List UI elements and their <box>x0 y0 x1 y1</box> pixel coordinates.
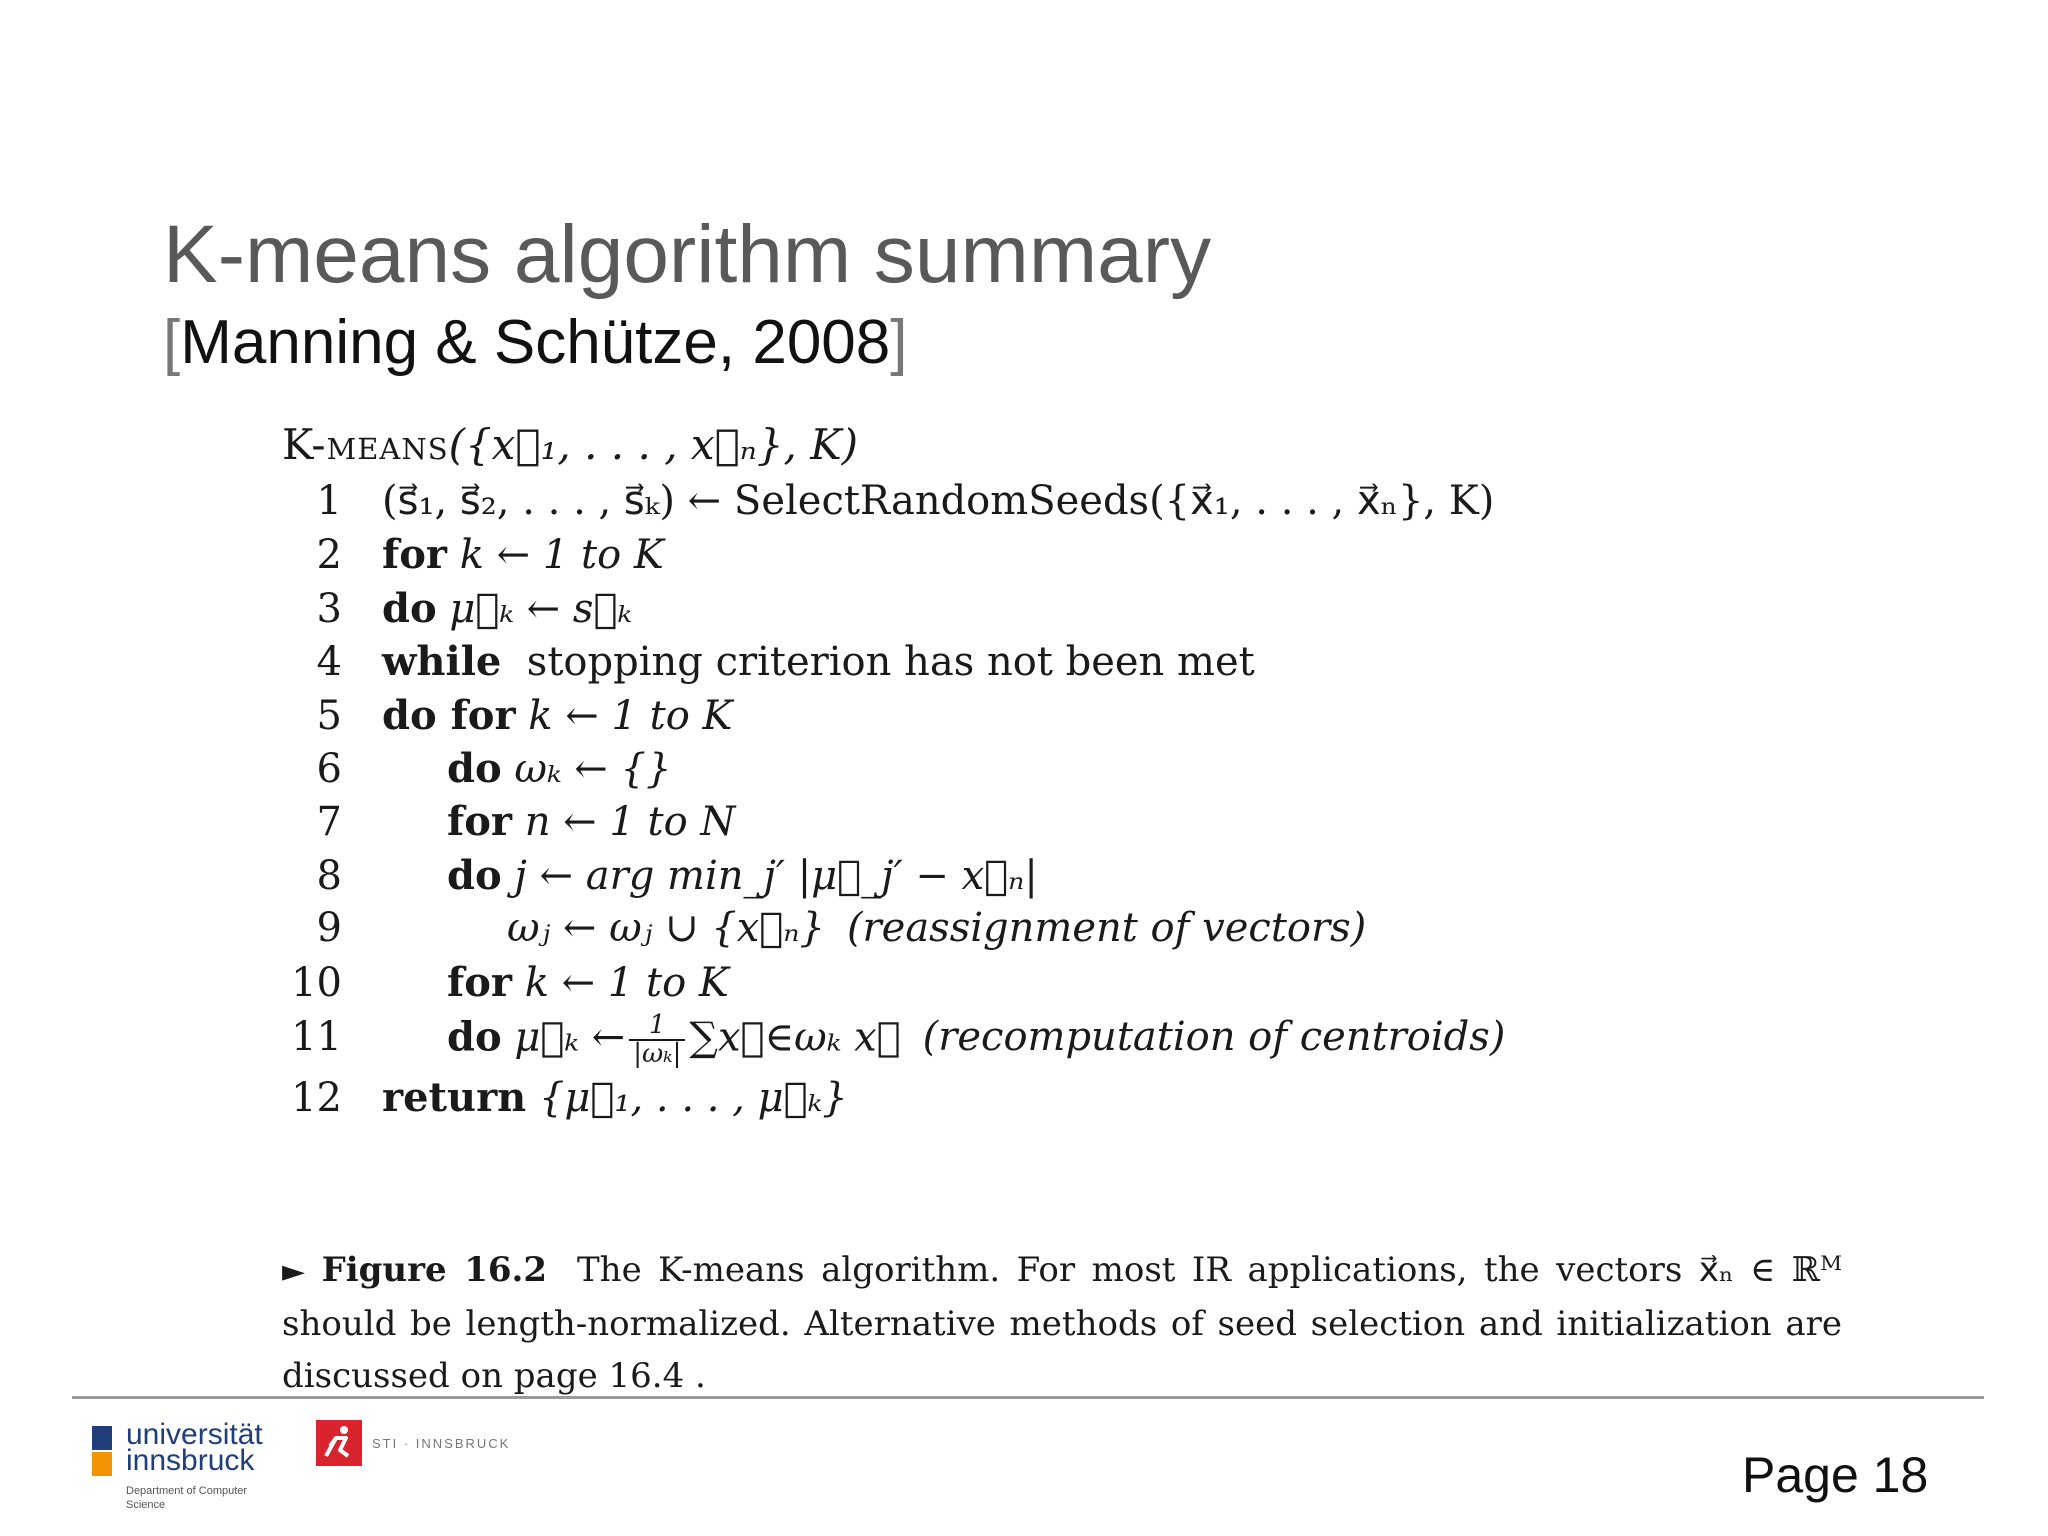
algorithm-line <box>282 585 1562 638</box>
keyword: do <box>447 851 502 899</box>
algorithm-header <box>282 420 1562 469</box>
line-code <box>407 959 729 1006</box>
line-number: 1 <box>316 478 342 524</box>
algorithm-args: ({x⃗₁, . . . , x⃗ₙ}, K) <box>448 420 859 469</box>
line-number: 10 <box>291 959 342 1006</box>
algorithm-name: K-means <box>282 420 449 469</box>
bracket-close: ] <box>890 308 908 377</box>
university-name-line2: innsbruck <box>126 1444 255 1477</box>
keyword: for <box>447 798 512 846</box>
keyword: do <box>382 584 437 632</box>
statement: k ← 1 to K <box>528 692 733 739</box>
line-code <box>407 852 1038 899</box>
bracket-open: [ <box>163 308 181 377</box>
line-code <box>407 1009 1506 1070</box>
university-logo <box>92 1418 292 1518</box>
statement: μ⃗ₖ ← s⃗ₖ <box>449 585 633 632</box>
line-number: 4 <box>316 639 342 686</box>
line-code <box>342 531 664 578</box>
algorithm-line <box>282 692 1562 745</box>
line-code <box>342 585 632 632</box>
university-name-line1: universität <box>126 1418 263 1451</box>
algorithm-line <box>282 638 1562 691</box>
line-number: 3 <box>316 585 342 632</box>
algorithm-line <box>282 959 1562 1012</box>
line-code <box>342 638 1255 685</box>
keyword: do <box>447 744 502 792</box>
keyword: do for <box>382 691 516 739</box>
line-code <box>467 905 1366 951</box>
page-number: Page 18 <box>1742 1447 1929 1503</box>
fraction-denominator: |ωₖ| <box>633 1039 682 1070</box>
statement: stopping criterion has not been met <box>526 639 1255 686</box>
line-number: 6 <box>316 745 342 792</box>
line-number: 7 <box>316 799 342 846</box>
algorithm-line <box>282 798 1562 851</box>
line-code <box>342 1074 848 1121</box>
fraction <box>629 1009 685 1070</box>
sti-figure-icon <box>316 1420 362 1466</box>
line-number: 11 <box>291 1014 342 1061</box>
line-number: 5 <box>316 692 342 739</box>
algorithm-line <box>282 478 1562 531</box>
logo-bar-orange <box>92 1452 112 1476</box>
comment: (recomputation of centroids) <box>922 1014 1506 1061</box>
citation-text: Manning & Schütze, 2008 <box>180 308 891 377</box>
statement: {μ⃗₁, . . . , μ⃗ₖ} <box>538 1074 848 1121</box>
logo-bar-blue <box>92 1426 112 1450</box>
fraction-numerator: 1 <box>629 1012 685 1041</box>
sti-logo-mark-icon <box>316 1420 362 1466</box>
keyword: while <box>382 638 502 686</box>
line-number: 9 <box>316 905 342 952</box>
triangle-marker-icon: ► <box>282 1254 306 1289</box>
algorithm-line <box>282 531 1562 584</box>
summation: ∑x⃗∈ωₖ x⃗ <box>689 1014 901 1061</box>
department-name: Department of Computer Science <box>126 1485 248 1512</box>
university-logo-mark-icon <box>92 1426 112 1476</box>
slide-subtitle <box>163 308 908 377</box>
statement: n ← 1 to N <box>524 799 736 846</box>
algorithm-line <box>282 1074 1562 1127</box>
statement: ωₖ ← {} <box>514 745 672 792</box>
sti-logo <box>316 1420 556 1466</box>
keyword: do <box>447 1013 502 1061</box>
figure-label: Figure 16.2 <box>321 1250 547 1290</box>
line-code <box>407 798 735 845</box>
keyword: return <box>382 1073 527 1121</box>
caption-text: The K-means algorithm. For most IR applications, the vectors x⃗ₙ ∈ ℝᴹ should be length-normalized. Alternative methods of seed selection and initialization are discussed on page 16.4 . <box>282 1250 1842 1396</box>
line-number: 8 <box>316 852 342 899</box>
line-code <box>407 745 671 792</box>
algorithm-line <box>282 745 1562 798</box>
slide-title: K-means algorithm summary <box>163 209 1212 300</box>
statement: k ← 1 to K <box>524 959 729 1006</box>
algorithm-line <box>282 1009 1562 1074</box>
comment: (reassignment of vectors) <box>846 905 1367 952</box>
line-code: (s⃗₁, s⃗₂, . . . , s⃗ₖ) ← SelectRandomSeeds({x⃗₁, . . . , x⃗ₙ}, K) <box>382 478 1495 524</box>
statement: ωⱼ ← ωⱼ ∪ {x⃗ₙ} <box>507 905 825 952</box>
line-code <box>342 692 732 739</box>
line-number: 12 <box>291 1074 342 1121</box>
algorithm-line <box>282 905 1562 958</box>
statement: j ← arg min_j′ |μ⃗_j′ − x⃗ₙ| <box>514 852 1038 899</box>
sti-name: STI · INNSBRUCK <box>372 1436 511 1451</box>
statement: μ⃗ₖ ← <box>514 1014 626 1061</box>
footer-divider <box>72 1396 1984 1399</box>
keyword: for <box>447 958 512 1006</box>
keyword: for <box>382 531 447 579</box>
statement: k ← 1 to K <box>459 532 664 579</box>
algorithm-block <box>282 420 1562 1127</box>
line-number: 2 <box>316 532 342 579</box>
algorithm-line <box>282 852 1562 905</box>
figure-caption <box>282 1244 1842 1402</box>
